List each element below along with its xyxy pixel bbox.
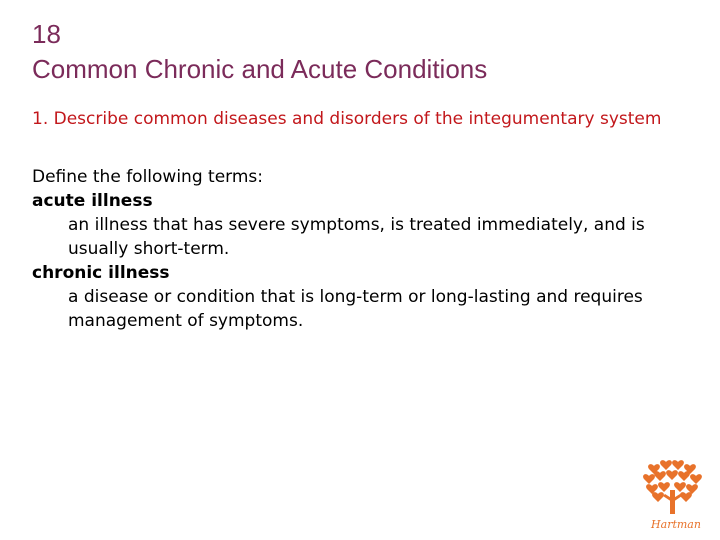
term-acute-illness: acute illness: [32, 191, 153, 211]
definition-acute-illness: an illness that has severe symptoms, is treated immediately, and is usually short-term.: [68, 215, 645, 259]
chapter-number: 18: [32, 19, 61, 49]
definition-chronic-illness: a disease or condition that is long-term or long-lasting and requires management of symptoms.: [68, 287, 643, 331]
learning-objective: 1. Describe common diseases and disorders of the integumentary system: [32, 109, 662, 129]
hartman-logo: [642, 456, 704, 534]
definitions-block: [32, 165, 702, 333]
chapter-title: Common Chronic and Acute Conditions: [32, 54, 488, 84]
term-chronic-illness: chronic illness: [32, 263, 170, 283]
intro-text: Define the following terms:: [32, 167, 263, 187]
logo-wordmark: Hartman: [651, 518, 701, 531]
chapter-heading: [32, 17, 487, 87]
